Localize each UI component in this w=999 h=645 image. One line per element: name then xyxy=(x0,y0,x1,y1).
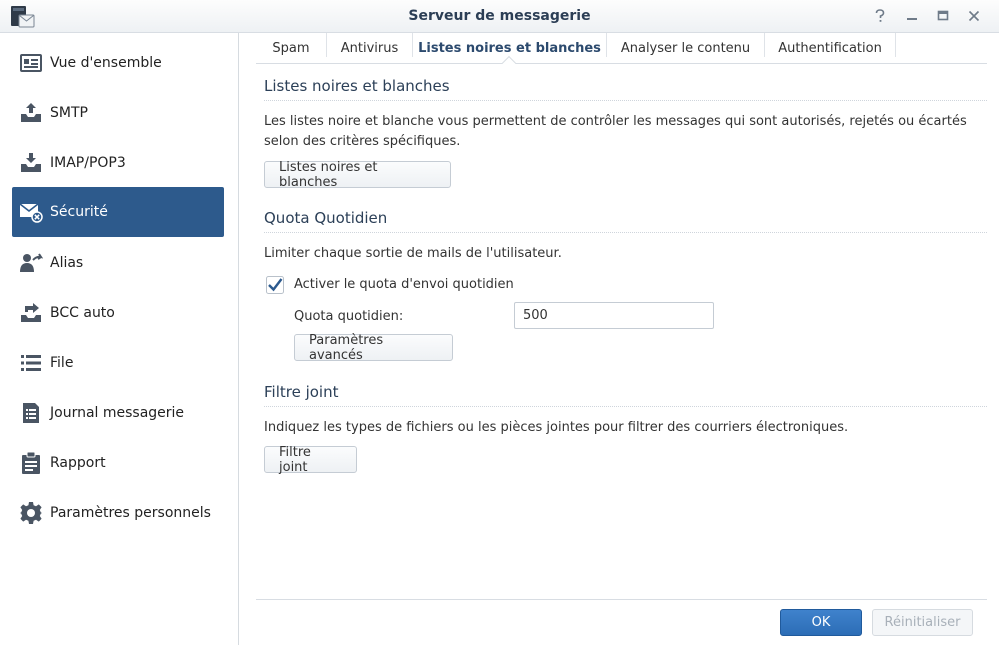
close-button[interactable] xyxy=(962,5,986,27)
tab-bar xyxy=(256,33,987,64)
upload-tray-icon xyxy=(12,88,50,138)
sidebar-item-label: BCC auto xyxy=(50,305,115,321)
window-title: Serveur de messagerie xyxy=(408,8,591,24)
daily-quota-checkbox-label[interactable]: Activer le quota d'envoi quotidien xyxy=(294,277,514,292)
sidebar xyxy=(0,33,239,645)
blacklist-whitelist-button[interactable]: Listes noires et blanches xyxy=(264,161,451,188)
blacklist-description: Les listes noire et blanche vous permettent de contrôler les messages qui sont autorisés, rejetés ou écartés selon des critères spécifiques. xyxy=(264,114,967,149)
sidebar-item-label: Paramètres personnels xyxy=(50,505,211,521)
title-bar xyxy=(0,0,999,33)
reset-button[interactable]: Réinitialiser xyxy=(872,609,973,636)
help-button[interactable] xyxy=(868,5,892,27)
daily-quota-input[interactable] xyxy=(514,302,714,329)
section-divider xyxy=(264,232,987,233)
sidebar-item-report[interactable] xyxy=(12,438,224,488)
ok-button[interactable]: OK xyxy=(780,609,862,636)
minimize-button[interactable] xyxy=(900,5,924,27)
clipboard-icon xyxy=(12,438,50,488)
tab-separator xyxy=(895,33,896,57)
overview-icon xyxy=(12,38,50,88)
alias-user-icon xyxy=(12,238,50,288)
mail-security-icon xyxy=(12,187,50,237)
download-tray-icon xyxy=(12,138,50,188)
sidebar-item-label: Rapport xyxy=(50,455,106,471)
sidebar-item-smtp[interactable] xyxy=(12,88,224,138)
sidebar-item-file[interactable] xyxy=(12,338,224,388)
attachment-section-title: Filtre joint xyxy=(264,383,339,401)
sidebar-item-security[interactable] xyxy=(12,187,224,237)
sidebar-item-label: Sécurité xyxy=(50,204,108,220)
maximize-icon xyxy=(937,10,949,22)
sidebar-item-label: Alias xyxy=(50,255,84,271)
tab-authentication[interactable]: Authentification xyxy=(778,40,882,56)
sidebar-item-bcc-auto[interactable] xyxy=(12,288,224,338)
quota-description: Limiter chaque sortie de mails de l'utilisateur. xyxy=(264,246,562,261)
sidebar-item-label: SMTP xyxy=(50,105,88,121)
quota-section-title: Quota Quotidien xyxy=(264,209,388,227)
sidebar-item-imap-pop3[interactable] xyxy=(12,138,224,188)
sidebar-item-mail-log[interactable] xyxy=(12,388,224,438)
tab-blacklist-whitelist[interactable]: Listes noires et blanches xyxy=(418,40,601,56)
sidebar-item-overview[interactable] xyxy=(12,38,224,88)
maximize-button[interactable] xyxy=(931,5,955,27)
sidebar-item-label: Vue d'ensemble xyxy=(50,55,162,71)
sidebar-item-label: File xyxy=(50,355,74,371)
sidebar-item-personal-settings[interactable] xyxy=(12,488,224,538)
minimize-icon xyxy=(906,10,918,22)
close-icon xyxy=(968,10,980,22)
sidebar-item-label: Journal messagerie xyxy=(50,405,185,421)
tab-spam[interactable]: Spam xyxy=(272,40,310,56)
blacklist-section-title: Listes noires et blanches xyxy=(264,77,450,95)
gear-icon xyxy=(12,488,50,538)
advanced-settings-button[interactable]: Paramètres avancés xyxy=(294,334,453,361)
daily-quota-checkbox[interactable] xyxy=(266,276,284,294)
footer-divider xyxy=(256,599,987,600)
daily-quota-field-label: Quota quotidien: xyxy=(294,309,404,324)
attachment-filter-button[interactable]: Filtre joint xyxy=(264,446,357,473)
sidebar-item-alias[interactable] xyxy=(12,238,224,288)
sidebar-item-label: IMAP/POP3 xyxy=(50,155,126,171)
tab-antivirus[interactable]: Antivirus xyxy=(340,40,399,56)
attachment-description: Indiquez les types de fichiers ou les pièces jointes pour filtrer des courriers électroniques. xyxy=(264,420,849,435)
main-panel xyxy=(256,33,987,645)
help-icon xyxy=(874,9,886,23)
log-icon xyxy=(12,388,50,438)
bcc-icon xyxy=(12,288,50,338)
section-divider xyxy=(264,406,987,407)
list-icon xyxy=(12,338,50,388)
section-divider xyxy=(264,100,987,101)
tab-content-scan[interactable]: Analyser le contenu xyxy=(620,40,751,56)
